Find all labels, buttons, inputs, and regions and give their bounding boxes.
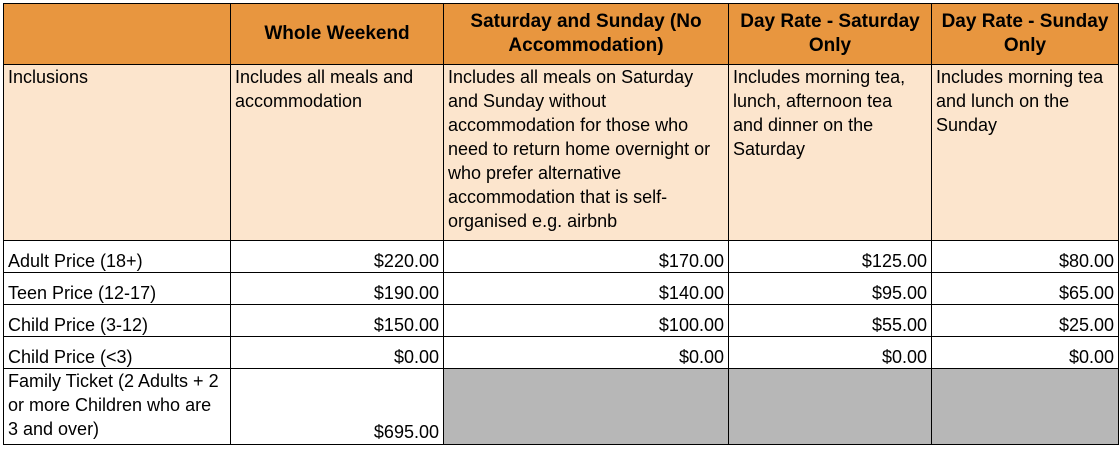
price-row-adult xyxy=(4,241,1119,273)
family-ticket-row xyxy=(4,369,1119,445)
inclusions-sat-sun: Includes all meals on Saturday and Sunday without accommodation for those who need to return home overnight or who prefer alternative accommodation that is self-organised e.g. airbnb xyxy=(444,65,729,241)
price-row-child xyxy=(4,305,1119,337)
header-row xyxy=(4,4,1119,65)
price-cell: $140.00 xyxy=(444,273,729,305)
price-cell: $100.00 xyxy=(444,305,729,337)
header-day-rate-saturday: Day Rate - Saturday Only xyxy=(729,4,932,65)
row-label: Child Price (3-12) xyxy=(4,305,231,337)
family-ticket-label: Family Ticket (2 Adults + 2 or more Children who are 3 and over) xyxy=(4,369,231,445)
price-row-infant xyxy=(4,337,1119,369)
price-cell: $220.00 xyxy=(231,241,444,273)
row-label: Child Price (<3) xyxy=(4,337,231,369)
price-cell: $150.00 xyxy=(231,305,444,337)
header-cell-corner xyxy=(4,4,231,65)
unavailable-cell xyxy=(932,369,1119,445)
header-day-rate-sunday: Day Rate - Sunday Only xyxy=(932,4,1119,65)
price-cell: $190.00 xyxy=(231,273,444,305)
pricing-table xyxy=(3,3,1119,445)
price-cell: $170.00 xyxy=(444,241,729,273)
price-cell: $0.00 xyxy=(231,337,444,369)
inclusions-label: Inclusions xyxy=(4,65,231,241)
row-label: Adult Price (18+) xyxy=(4,241,231,273)
inclusions-saturday: Includes morning tea, lunch, afternoon tea and dinner on the Saturday xyxy=(729,65,932,241)
inclusions-sunday: Includes morning tea and lunch on the Sunday xyxy=(932,65,1119,241)
unavailable-cell xyxy=(444,369,729,445)
price-row-teen xyxy=(4,273,1119,305)
price-cell: $55.00 xyxy=(729,305,932,337)
price-cell: $0.00 xyxy=(932,337,1119,369)
price-cell: $125.00 xyxy=(729,241,932,273)
price-cell: $80.00 xyxy=(932,241,1119,273)
header-sat-sun-no-accommodation: Saturday and Sunday (No Accommodation) xyxy=(444,4,729,65)
price-cell: $0.00 xyxy=(729,337,932,369)
inclusions-row xyxy=(4,65,1119,241)
price-cell: $65.00 xyxy=(932,273,1119,305)
price-cell: $95.00 xyxy=(729,273,932,305)
family-ticket-price: $695.00 xyxy=(231,369,444,445)
row-label: Teen Price (12-17) xyxy=(4,273,231,305)
header-whole-weekend: Whole Weekend xyxy=(231,4,444,65)
price-cell: $0.00 xyxy=(444,337,729,369)
unavailable-cell xyxy=(729,369,932,445)
inclusions-whole-weekend: Includes all meals and accommodation xyxy=(231,65,444,241)
price-cell: $25.00 xyxy=(932,305,1119,337)
